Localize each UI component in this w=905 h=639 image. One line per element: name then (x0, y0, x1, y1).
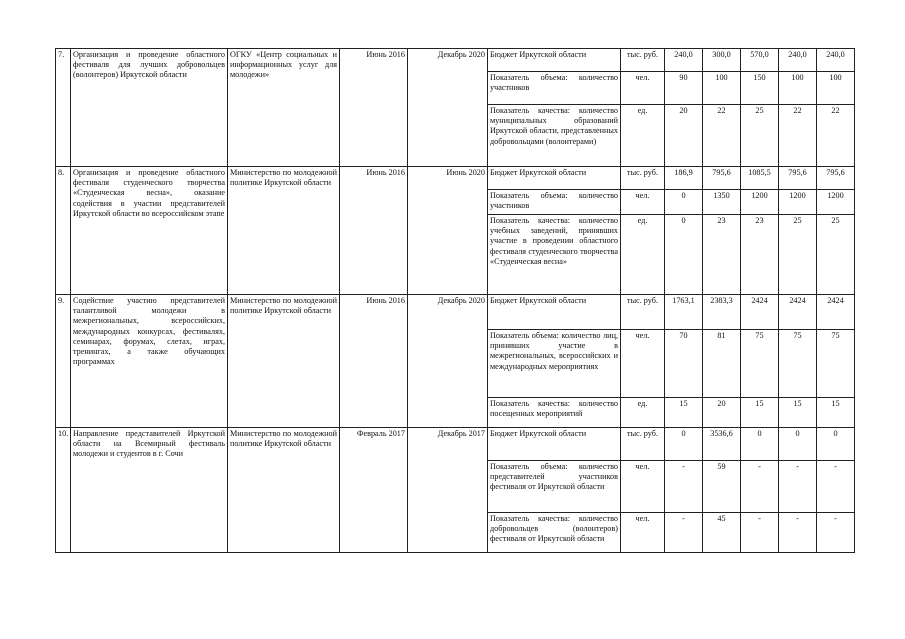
row-number: 7. (56, 49, 71, 167)
indicator-value: 59 (703, 461, 741, 513)
indicator-value: 240,0 (779, 49, 817, 72)
indicator-value: 0 (665, 190, 703, 215)
indicator-unit: чел. (621, 330, 665, 398)
indicator-value: 20 (665, 105, 703, 167)
indicator-value: - (741, 513, 779, 553)
indicator-value: 795,6 (779, 167, 817, 190)
table-row (56, 49, 855, 72)
indicator-name: Показатель качества: количество учебных заведений, принявших участие в проведении областного фестиваля студенческого творчества «Студенческая весна» (488, 215, 621, 295)
indicator-value: 150 (741, 72, 779, 105)
row-number: 8. (56, 167, 71, 295)
executor-name: Министерство по молодежной политике Иркутской области (228, 295, 340, 428)
indicator-unit: тыс. руб. (621, 295, 665, 330)
indicator-name: Бюджет Иркутской области (488, 167, 621, 190)
indicator-value: 1200 (779, 190, 817, 215)
start-date: Июнь 2016 (340, 167, 408, 295)
indicator-value: 1085,5 (741, 167, 779, 190)
indicator-unit: тыс. руб. (621, 49, 665, 72)
indicator-value: - (779, 461, 817, 513)
indicator-unit: тыс. руб. (621, 167, 665, 190)
indicator-unit: тыс. руб. (621, 428, 665, 461)
activity-name: Направление представителей Иркутской области на Всемирный фестиваль молодежи и студентов в г. Сочи (71, 428, 228, 553)
indicator-name: Бюджет Иркутской области (488, 428, 621, 461)
start-date: Февраль 2017 (340, 428, 408, 553)
indicator-value: 100 (779, 72, 817, 105)
indicator-unit: ед. (621, 215, 665, 295)
table-row (56, 428, 855, 461)
indicator-value: 0 (741, 428, 779, 461)
indicator-unit: чел. (621, 461, 665, 513)
indicator-value: - (665, 513, 703, 553)
indicator-name: Показатель качества: количество добровольцев (волонтеров) фестиваля от Иркутской области (488, 513, 621, 553)
indicator-value: - (817, 513, 855, 553)
executor-name: Министерство по молодежной политике Иркутской области (228, 428, 340, 553)
indicator-value: 2424 (817, 295, 855, 330)
indicator-value: - (665, 461, 703, 513)
indicator-value: 22 (817, 105, 855, 167)
indicator-value: 1763,1 (665, 295, 703, 330)
indicator-value: 75 (779, 330, 817, 398)
activity-name: Содействие участию представителей талантливой молодежи в межрегиональных, всероссийских, международных конкурсах, фестивалях, семинарах, форумах, слетах, играх, тренингах, а также обучающих программах (71, 295, 228, 428)
indicator-value: 25 (817, 215, 855, 295)
indicator-name: Бюджет Иркутской области (488, 49, 621, 72)
indicator-value: 15 (665, 398, 703, 428)
indicator-value: 2383,3 (703, 295, 741, 330)
executor-name: Министерство по молодежной политике Иркутской области (228, 167, 340, 295)
indicator-value: 22 (779, 105, 817, 167)
row-number: 9. (56, 295, 71, 428)
indicator-value: 240,0 (817, 49, 855, 72)
indicator-value: 570,0 (741, 49, 779, 72)
indicator-value: - (817, 461, 855, 513)
indicator-name: Показатель объема: количество представителей участников фестиваля от Иркутской области (488, 461, 621, 513)
indicator-value: 0 (817, 428, 855, 461)
indicator-name: Показатель качества: количество посещенных мероприятий (488, 398, 621, 428)
indicator-value: 23 (703, 215, 741, 295)
indicator-value: 795,6 (703, 167, 741, 190)
indicator-name: Показатель объема: количество лиц, принявших участие в межрегиональных, всероссийских и международных мероприятиях (488, 330, 621, 398)
indicator-value: 2424 (779, 295, 817, 330)
indicator-unit: чел. (621, 190, 665, 215)
activity-name: Организация и проведение областного фестиваля студенческого творчества «Студенческая весна», оказание содействия в участии представителей Иркутской области во всероссийском этапе (71, 167, 228, 295)
indicator-value: 20 (703, 398, 741, 428)
indicator-value: 25 (741, 105, 779, 167)
indicator-value: 75 (741, 330, 779, 398)
indicator-value: 1350 (703, 190, 741, 215)
indicator-value: 75 (817, 330, 855, 398)
end-date: Декабрь 2020 (408, 295, 488, 428)
end-date: Декабрь 2020 (408, 49, 488, 167)
indicator-value: 186,9 (665, 167, 703, 190)
indicator-value: 795,6 (817, 167, 855, 190)
indicator-value: 15 (779, 398, 817, 428)
indicator-value: 1200 (741, 190, 779, 215)
indicator-value: 0 (665, 428, 703, 461)
indicator-name: Показатель объема: количество участников (488, 72, 621, 105)
indicator-value: 81 (703, 330, 741, 398)
indicator-value: 300,0 (703, 49, 741, 72)
indicator-value: - (779, 513, 817, 553)
table-row (56, 167, 855, 190)
indicator-value: 100 (817, 72, 855, 105)
indicator-name: Бюджет Иркутской области (488, 295, 621, 330)
indicator-value: 2424 (741, 295, 779, 330)
start-date: Июнь 2016 (340, 295, 408, 428)
indicator-value: 15 (741, 398, 779, 428)
indicator-value: 90 (665, 72, 703, 105)
program-activities-table (55, 48, 855, 553)
indicator-unit: чел. (621, 72, 665, 105)
end-date: Декабрь 2017 (408, 428, 488, 553)
activity-name: Организация и проведение областного фестиваля для лучших добровольцев (волонтеров) Иркутской области (71, 49, 228, 167)
indicator-value: 15 (817, 398, 855, 428)
row-number: 10. (56, 428, 71, 553)
indicator-value: 23 (741, 215, 779, 295)
indicator-unit: ед. (621, 398, 665, 428)
indicator-value: 25 (779, 215, 817, 295)
indicator-value: 45 (703, 513, 741, 553)
indicator-value: 0 (665, 215, 703, 295)
indicator-unit: чел. (621, 513, 665, 553)
indicator-value: 100 (703, 72, 741, 105)
indicator-name: Показатель качества: количество муниципальных образований Иркутской области, представленных добровольцами (волонтерами) (488, 105, 621, 167)
indicator-value: 0 (779, 428, 817, 461)
table-row (56, 295, 855, 330)
indicator-value: 70 (665, 330, 703, 398)
indicator-value: 3536,6 (703, 428, 741, 461)
indicator-value: 240,0 (665, 49, 703, 72)
end-date: Июнь 2020 (408, 167, 488, 295)
executor-name: ОГКУ «Центр социальных и информационных услуг для молодежи» (228, 49, 340, 167)
indicator-value: 1200 (817, 190, 855, 215)
indicator-unit: ед. (621, 105, 665, 167)
start-date: Июнь 2016 (340, 49, 408, 167)
indicator-name: Показатель объема: количество участников (488, 190, 621, 215)
indicator-value: 22 (703, 105, 741, 167)
indicator-value: - (741, 461, 779, 513)
